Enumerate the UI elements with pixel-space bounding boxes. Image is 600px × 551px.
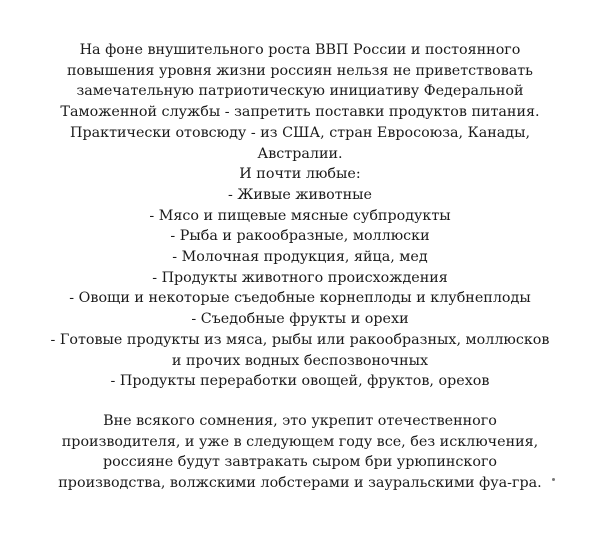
- conclusion-paragraph: [10, 411, 590, 494]
- text-line: На фоне внушительного роста ВВП России и постоянного: [79, 42, 521, 58]
- product-list: [10, 164, 590, 392]
- text-line: Таможенной службы - запретить поставки продуктов питания.: [60, 104, 540, 121]
- list-heading: И почти любые:: [239, 166, 361, 183]
- text-line: повышения уровня жизни россиян нельзя не приветствовать: [67, 62, 533, 79]
- text-line: Вне всякого сомнения, это укрепит отечественного: [103, 412, 497, 429]
- list-item: - Мясо и пищевые мясные субпродукты: [149, 207, 451, 224]
- text-line: производства, волжскими лобстерами и зауральскими фуа-гра.: [58, 475, 542, 492]
- list-item: - Рыба и ракообразные, моллюски: [170, 228, 430, 245]
- text-line: Австралии.: [257, 145, 343, 162]
- text-line: россияне будут завтракать сыром бри урюпинского: [102, 454, 498, 471]
- intro-paragraph: [10, 40, 590, 164]
- list-item: - Овощи и некоторые съедобные корнеплоды и клубнеплоды: [69, 290, 531, 307]
- list-item: - Продукты переработки овощей, фруктов, орехов: [110, 373, 490, 390]
- list-item: - Готовые продукты из мяса, рыбы или ракообразных, моллюсков: [50, 331, 550, 348]
- text-line: Практически отовсюду - из США, стран Евросоюза, Канады,: [70, 124, 530, 141]
- list-item: и прочих водных беспозвоночных: [171, 352, 429, 369]
- list-item: - Продукты животного происхождения: [152, 269, 448, 286]
- text-line: замечательную патриотическую инициативу Федеральной: [76, 83, 524, 100]
- list-item: - Живые животные: [227, 186, 373, 203]
- list-item: - Молочная продукция, яйца, мед: [172, 249, 428, 266]
- stray-dot-mark: [552, 478, 555, 481]
- list-item: - Съедобные фрукты и орехи: [191, 311, 409, 328]
- text-line: производителя, и уже в следующем году все, без исключения,: [61, 433, 539, 450]
- paragraph-gap: [0, 392, 600, 411]
